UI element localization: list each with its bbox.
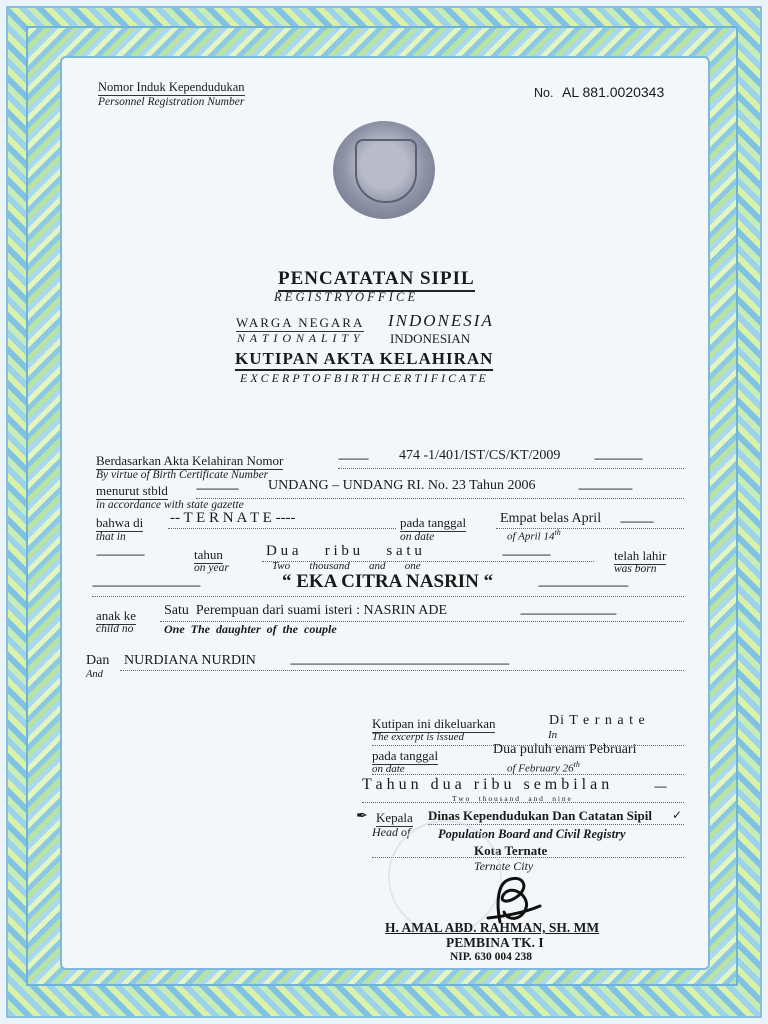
year-value: D u a r i b u s a t u (266, 543, 422, 559)
issue-date-value: Dua puluh enam Pebruari (493, 742, 637, 757)
date-label: pada tanggal (400, 515, 467, 530)
office-title: PENCATATAN SIPIL (278, 268, 475, 292)
dotted-line (120, 670, 684, 671)
filler-dashes: ---------- (338, 451, 368, 465)
cert-number-value: 474 -1/401/IST/CS/KT/2009 (399, 448, 561, 463)
place-value: -- T E R N A T E ---- (170, 510, 296, 526)
dotted-line (338, 468, 684, 469)
office-title-en: R E G I S T R Y O F F I C E (274, 290, 416, 304)
issued-label-en: The excerpt is issued (372, 731, 464, 743)
reg-label: Nomor Induk Kependudukan (98, 80, 245, 94)
pen-mark-icon: ✒ (356, 809, 368, 824)
born-label: telah lahir (614, 548, 667, 563)
stbld-label: menurut stbld (96, 483, 168, 498)
filler-dashes: ---------------- (96, 547, 144, 561)
head-label: Kepala (376, 810, 413, 825)
filler-dashes: ---------------- (594, 451, 642, 465)
cert-label: Berdasarkan Akta Kelahiran Nomor (96, 453, 284, 468)
issue-date-value-en-sup: th (573, 760, 580, 769)
dotted-line (196, 498, 684, 499)
dotted-line (496, 528, 684, 529)
document-title-en: E X C E R P T O F B I R T H C E R T I F I C A T E (240, 371, 486, 385)
and-label-en: And (86, 669, 103, 680)
nationality-value-en: INDONESIAN (390, 331, 471, 346)
year-value-en: Two thousand and one (272, 560, 421, 572)
agency-name: Dinas Kependudukan Dan Catatan Sipil (428, 808, 652, 823)
year-label: tahun (194, 547, 223, 562)
filler-dashes: ------------------------------------------------------------------------- (290, 656, 509, 670)
child-label: anak ke (96, 608, 137, 623)
cert-label-en: By virtue of Birth Certificate Number (96, 469, 269, 481)
filler-dashes: ----------- (620, 514, 653, 528)
child-value: Satu Perempuan dari suami isteri : NASRIN ADE (164, 603, 448, 618)
issued-place-en: In (548, 729, 558, 741)
check-mark-icon: ✓ (672, 808, 683, 822)
nationality-value: INDONESIA (388, 311, 494, 330)
filler-dashes: ------------------ (578, 481, 632, 495)
issue-year-value-en: T w o t h o u s a n d a n d n i n e (452, 794, 571, 803)
dotted-line (168, 528, 396, 529)
number-prefix: No. (534, 86, 554, 100)
dotted-line (372, 774, 684, 775)
stbld-label-en: in accordance with state gazette (96, 499, 244, 511)
issued-place: Di T e r n a t e (549, 713, 646, 728)
certificate-number: AL 881.0020343 (562, 84, 665, 100)
head-label-en: Head of (372, 825, 411, 839)
year-label-en: on year (194, 562, 229, 574)
date-value: Empat belas April (500, 511, 602, 526)
mother-name: NURDIANA NURDIN (124, 653, 256, 668)
issued-label: Kutipan ini dikeluarkan (372, 716, 496, 731)
born-label-en: was born (614, 563, 657, 575)
nationality-label-en: N A T I O N A L I T Y (237, 331, 361, 345)
agency-name-en: Population Board and Civil Registry (438, 827, 626, 841)
filler-dashes: ---------------- (502, 547, 550, 561)
date-label-en: on date (400, 531, 435, 543)
filler-dashes: -------------------------------- (520, 606, 616, 620)
filler-dashes: ------------------------------ (538, 578, 628, 592)
issue-date-label-en: on date (372, 763, 405, 775)
filler-dashes: ------------------------------------ (92, 578, 200, 592)
official-nip: NIP. 630 004 238 (450, 951, 532, 963)
dotted-line (92, 596, 684, 597)
place-label-en: that in (96, 531, 126, 543)
filler-dashes: -------------- (196, 481, 238, 495)
filler-dashes: ---- (654, 779, 666, 793)
official-rank: PEMBINA TK. I (446, 935, 544, 950)
child-name: “ EKA CITRA NASRIN “ (282, 571, 494, 592)
date-value-en-sup: th (554, 528, 561, 537)
official-name: H. AMAL ABD. RAHMAN, SH. MM (385, 920, 600, 935)
garuda-seal-icon (333, 121, 435, 219)
stbld-value: UNDANG – UNDANG RI. No. 23 Tahun 2006 (268, 478, 536, 493)
dotted-line (262, 561, 594, 562)
dotted-line (160, 621, 684, 622)
city-name-en: Ternate City (474, 859, 534, 873)
nationality-label: WARGA NEGARA (236, 315, 365, 330)
issue-date-label: pada tanggal (372, 748, 439, 763)
child-label-en: child no (96, 623, 134, 635)
and-label: Dan (86, 653, 110, 668)
dotted-line (362, 802, 684, 803)
child-value-en: One The daughter of the couple (164, 622, 337, 636)
city-name: Kota Ternate (474, 843, 548, 858)
issue-date-value-en: of February 26th (507, 760, 580, 775)
reg-label-en: Personnel Registration Number (98, 96, 245, 108)
date-value-en: of April 14th (507, 528, 561, 543)
issue-year-value: T a h u n d u a r i b u s e m b i l a n (362, 776, 610, 793)
document-title: KUTIPAN AKTA KELAHIRAN (235, 349, 493, 371)
place-label: bahwa di (96, 515, 144, 530)
